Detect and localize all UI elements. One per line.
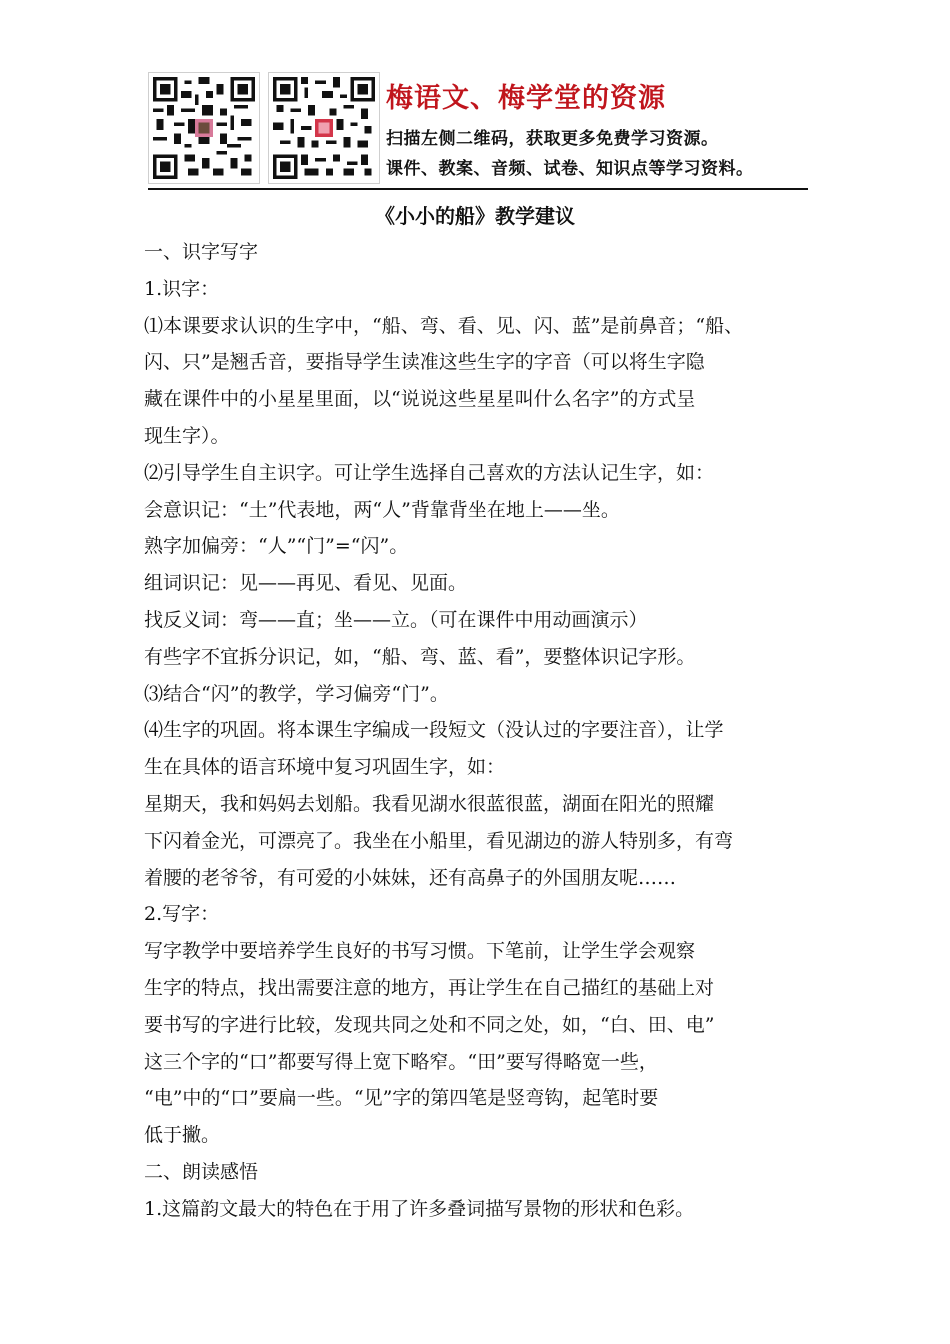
text-line: “电”中的“口”要扁一些。“见”字的第四笔是竖弯钩，起笔时要 (144, 1087, 659, 1110)
document-title: 《小小的船》教学建议 (375, 204, 575, 228)
text-line: 闪、只”是翘舌音，要指导学生读准这些生字的字音（可以将生字隐 (144, 351, 705, 374)
section-heading: 一、识字写字 (144, 241, 259, 263)
text-line: ⑴本课要求认识的生字中，“船、弯、看、见、闪、蓝”是前鼻音；“船、 (144, 314, 744, 337)
text-line: 找反义词：弯——直；坐——立。（可在课件中用动画演示） (144, 608, 648, 631)
section-heading: 二、朗读感悟 (144, 1160, 259, 1183)
text-line: 写字教学中要培养学生良好的书写习惯。下笔前，让学生学会观察 (144, 940, 696, 963)
qr-code-image[interactable] (148, 72, 260, 184)
promo-line-2: 课件、教案、音频、试卷、知识点等学习资料。 (386, 159, 754, 179)
text-line: 熟字加偏旁：“人”“门”=“闪”。 (144, 535, 409, 558)
text-line: ⑵引导学生自主识字。可让学生选择自己喜欢的方法认记生字，如： (144, 461, 715, 484)
resource-header (148, 72, 808, 190)
subsection-heading: 1.识字： (144, 277, 220, 300)
text-line: 生字的特点，找出需要注意的地方，再让学生在自己描红的基础上对 (144, 976, 715, 999)
qr-code-image[interactable] (268, 72, 380, 184)
text-line: 要书写的字进行比较，发现共同之处和不同之处，如，“白、田、电” (144, 1013, 715, 1036)
text-line: 有些字不宜拆分识记，如，“船、弯、蓝、看”，要整体识记字形。 (144, 645, 696, 668)
text-line: 星期天，我和妈妈去划船。我看见湖水很蓝很蓝，湖面在阳光的照耀 (144, 792, 715, 815)
text-line: ⑷生字的巩固。将本课生字编成一段短文（没认过的字要注音），让学 (144, 719, 724, 742)
text-line: 现生字）。 (144, 424, 230, 447)
text-line: 这三个字的“口”都要写得上宽下略窄。“田”要写得略宽一些， (144, 1050, 658, 1073)
qr-code-icon (273, 77, 375, 179)
text-line: 下闪着金光，可漂亮了。我坐在小船里，看见湖边的游人特别多，有弯 (144, 829, 734, 852)
text-line: 藏在课件中的小星星里面，以“说说这些星星叫什么名字”的方式呈 (144, 388, 696, 411)
text-line: ⑶结合“闪”的教学，学习偏旁“门”。 (144, 682, 449, 705)
text-line: 组词识记：见——再见、看见、见面。 (144, 572, 468, 595)
subsection-heading: 2.写字： (144, 903, 220, 926)
header-divider (148, 188, 808, 190)
text-line: 低于撇。 (144, 1124, 221, 1147)
qr-code-icon (153, 77, 255, 179)
text-line: 1.这篇韵文最大的特色在于用了许多叠词描写景物的形状和色彩。 (144, 1197, 695, 1220)
promo-line-1: 扫描左侧二维码，获取更多免费学习资源。 (386, 129, 719, 149)
brand-title: 梅语文、梅学堂的资源 (386, 83, 666, 114)
text-line: 生在具体的语言环境中复习巩固生字，如： (144, 756, 506, 779)
text-line: 着腰的老爷爷，有可爱的小妹妹，还有高鼻子的外国朋友呢…… (144, 866, 677, 889)
text-line: 会意识记：“土”代表地，两“人”背靠背坐在地上——坐。 (144, 498, 620, 521)
document-body (144, 234, 814, 1228)
